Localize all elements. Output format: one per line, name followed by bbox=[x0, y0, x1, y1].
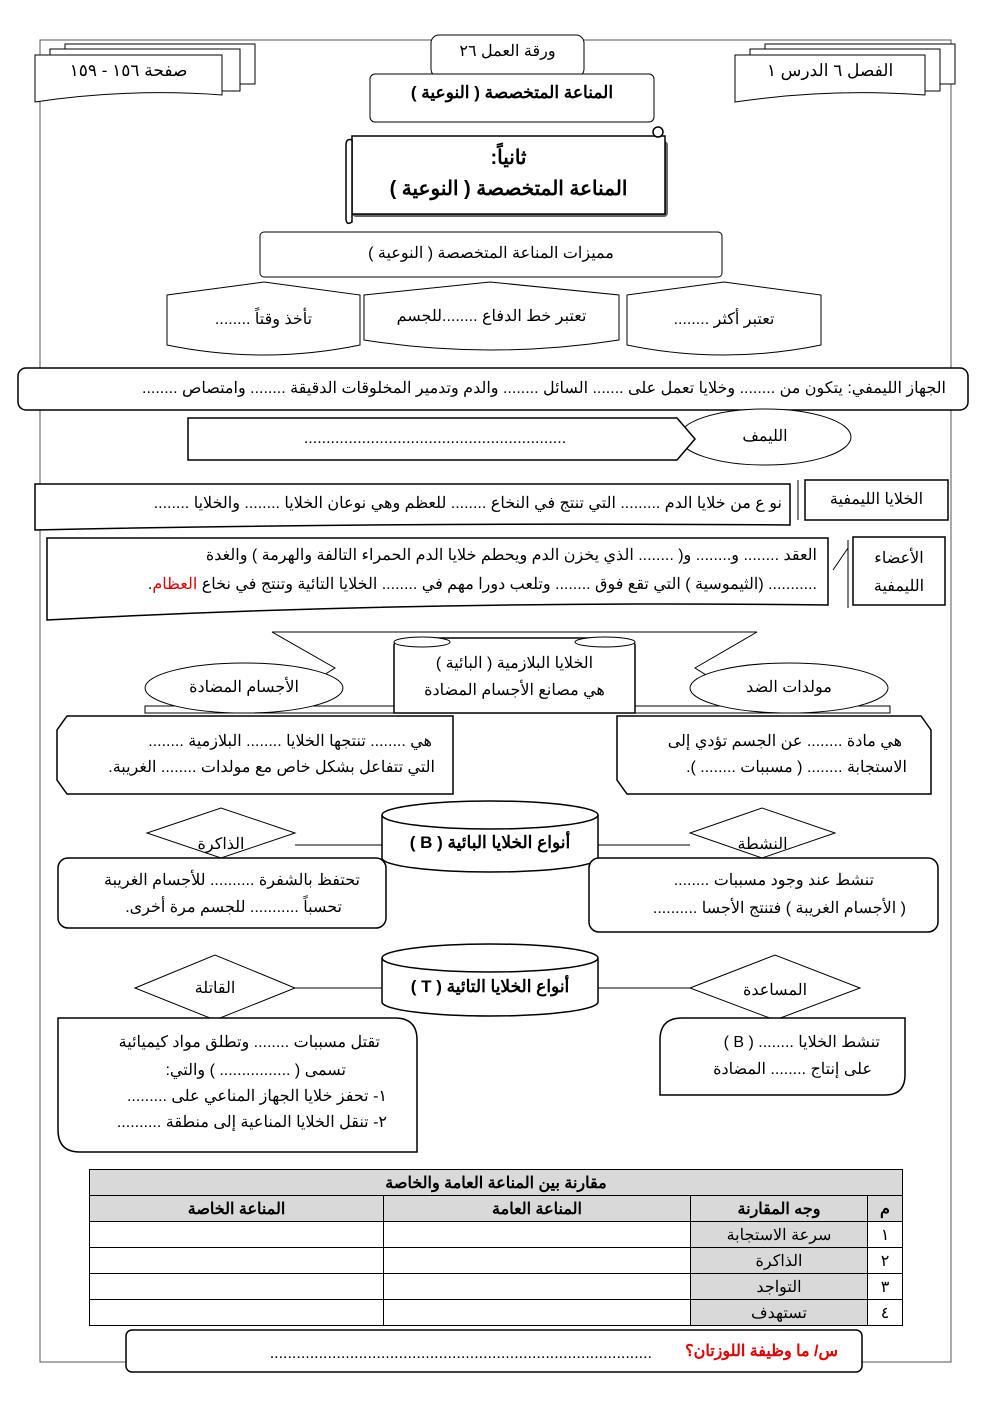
chapter-label: الفصل ٦ الدرس ١ bbox=[766, 61, 894, 80]
antibodies-line2: التي تتفاعل بشكل خاص مع مولدات ........ الغريبة. bbox=[108, 759, 435, 776]
row-aspect: تستهدف bbox=[691, 1300, 868, 1326]
lymphocytes-label: الخلايا الليمفية bbox=[829, 491, 924, 508]
killer-label: القاتلة bbox=[194, 980, 236, 997]
organs-label: الأعضاء الليمفية bbox=[873, 550, 925, 595]
general-cell[interactable] bbox=[384, 1300, 691, 1326]
organs-line2-text: ........... (الثيموسية ) التي تقع فوق ........ وتلعب دورا مهم في ........ الخلايا التائية وتنتج في نخاع bbox=[197, 576, 817, 593]
helper-line1: تنشط الخلايا ........ ( B ) bbox=[723, 1034, 880, 1051]
col-header: وجه المقارنة bbox=[691, 1196, 868, 1222]
worksheet-number: ورقة العمل ٢٦ bbox=[459, 43, 556, 60]
worksheet-title: المناعة المتخصصة ( النوعية ) bbox=[410, 83, 614, 102]
active-line2: ( الأجسام الغريبة ) فتنتج الأجسا .......... bbox=[652, 900, 906, 917]
table-row bbox=[90, 1274, 903, 1300]
lymph-label: الليمف bbox=[742, 428, 788, 445]
pages-label: صفحة ١٥٦ - ١٥٩ bbox=[69, 61, 188, 80]
general-cell[interactable] bbox=[384, 1248, 691, 1274]
organs-line2 bbox=[148, 572, 817, 598]
table-row bbox=[90, 1222, 903, 1248]
col-header: المناعة الخاصة bbox=[90, 1196, 384, 1222]
antigens-line2: الاستجابة ........ ( مسببات ........ ). bbox=[686, 759, 907, 776]
row-aspect: التواجد bbox=[691, 1274, 868, 1300]
row-number: ٣ bbox=[868, 1274, 903, 1300]
antigens-line1: هي مادة ........ عن الجسم تؤدي إلى bbox=[667, 733, 902, 750]
plasma-desc: هي مصانع الأجسام المضادة bbox=[424, 682, 605, 699]
row-number: ٢ bbox=[868, 1248, 903, 1274]
memory-label: الذاكرة bbox=[197, 836, 245, 853]
helper-label: المساعدة bbox=[742, 982, 808, 999]
lymphocytes-text: نو ع من خلايا الدم ......... التي تنتج في النخاع ........ للعظم وهي نوعان الخلايا ........ والخلايا ........ bbox=[153, 495, 782, 512]
active-line1: تنشط عند وجود مسببات ........ bbox=[673, 872, 874, 889]
specific-cell[interactable] bbox=[90, 1248, 384, 1274]
scroll-heading: ثانياً: bbox=[490, 147, 527, 169]
killer-line4: ٢- تنقل الخلايا المناعية إلى منطقة .......... bbox=[116, 1114, 387, 1131]
specific-cell[interactable] bbox=[90, 1222, 384, 1248]
killer-line2: تسمى ( ................ ) والتي: bbox=[165, 1062, 346, 1079]
helper-line2: على إنتاج ........ المضادة bbox=[713, 1061, 872, 1078]
t-cells-title: أنواع الخلايا التائية ( T ) bbox=[410, 977, 570, 996]
specific-cell[interactable] bbox=[90, 1300, 384, 1326]
row-number: ١ bbox=[868, 1222, 903, 1248]
antibodies-label: الأجسام المضادة bbox=[189, 679, 299, 696]
col-header: م bbox=[868, 1196, 903, 1222]
comparison-table bbox=[89, 1169, 903, 1326]
general-cell[interactable] bbox=[384, 1222, 691, 1248]
lymph-answer: ........................................................... bbox=[303, 430, 567, 447]
row-aspect: الذاكرة bbox=[691, 1248, 868, 1274]
table-title: مقارنة بين المناعة العامة والخاصة bbox=[90, 1170, 903, 1196]
table-row bbox=[90, 1248, 903, 1274]
memory-line1: تحتفظ بالشفرة .......... للأجسام الغريبة bbox=[104, 872, 360, 889]
plasma-title: الخلايا البلازمية ( البائية ) bbox=[435, 655, 594, 672]
feature-item: تعتبر خط الدفاع ........للجسم bbox=[396, 308, 587, 325]
row-aspect: سرعة الاستجابة bbox=[691, 1222, 868, 1248]
question-label: س/ ما وظيفة اللوزتان؟ bbox=[685, 1343, 838, 1360]
antigens-label: مولدات الضد bbox=[746, 679, 832, 696]
col-header: المناعة العامة bbox=[384, 1196, 691, 1222]
table-row bbox=[90, 1300, 903, 1326]
active-label: النشطة bbox=[737, 836, 788, 853]
organs-line1: العقد ........ و........ و( ........ الذي يخزن الدم ويحطم خلايا الدم الحمراء التالفة والهرمة ) والغدة bbox=[205, 547, 817, 564]
general-cell[interactable] bbox=[384, 1274, 691, 1300]
row-number: ٤ bbox=[868, 1300, 903, 1326]
b-cells-title: أنواع الخلايا البائية ( B ) bbox=[409, 833, 571, 852]
scroll-title: المناعة المتخصصة ( النوعية ) bbox=[389, 178, 628, 200]
antibodies-line1: هي ........ تنتجها الخلايا ........ البلازمية ........ bbox=[148, 733, 432, 750]
feature-item: تأخذ وقتاً ........ bbox=[214, 311, 313, 328]
lymph-system-text: الجهاز الليمفي: يتكون من ........ وخلايا تعمل على ....... السائل ........ والدم وتدمير المخلوقات الدقيقة ........ وامتصاص ........ bbox=[142, 380, 946, 397]
memory-line2: تحسباً ........... للجسم مرة أخرى. bbox=[125, 899, 342, 916]
feature-item: تعتبر أكثر ........ bbox=[673, 311, 775, 328]
organs-period: . bbox=[147, 576, 153, 593]
killer-line1: تقتل مسببات ........ وتطلق مواد كيميائية bbox=[118, 1034, 380, 1051]
organs-highlight: العظام bbox=[152, 576, 198, 593]
question-answer: ...................................................................................... bbox=[269, 1345, 652, 1362]
killer-line3: ١- تحفز خلايا الجهاز المناعي على ......... bbox=[126, 1088, 387, 1105]
features-heading: مميزات المناعة المتخصصة ( النوعية ) bbox=[368, 245, 614, 262]
specific-cell[interactable] bbox=[90, 1274, 384, 1300]
